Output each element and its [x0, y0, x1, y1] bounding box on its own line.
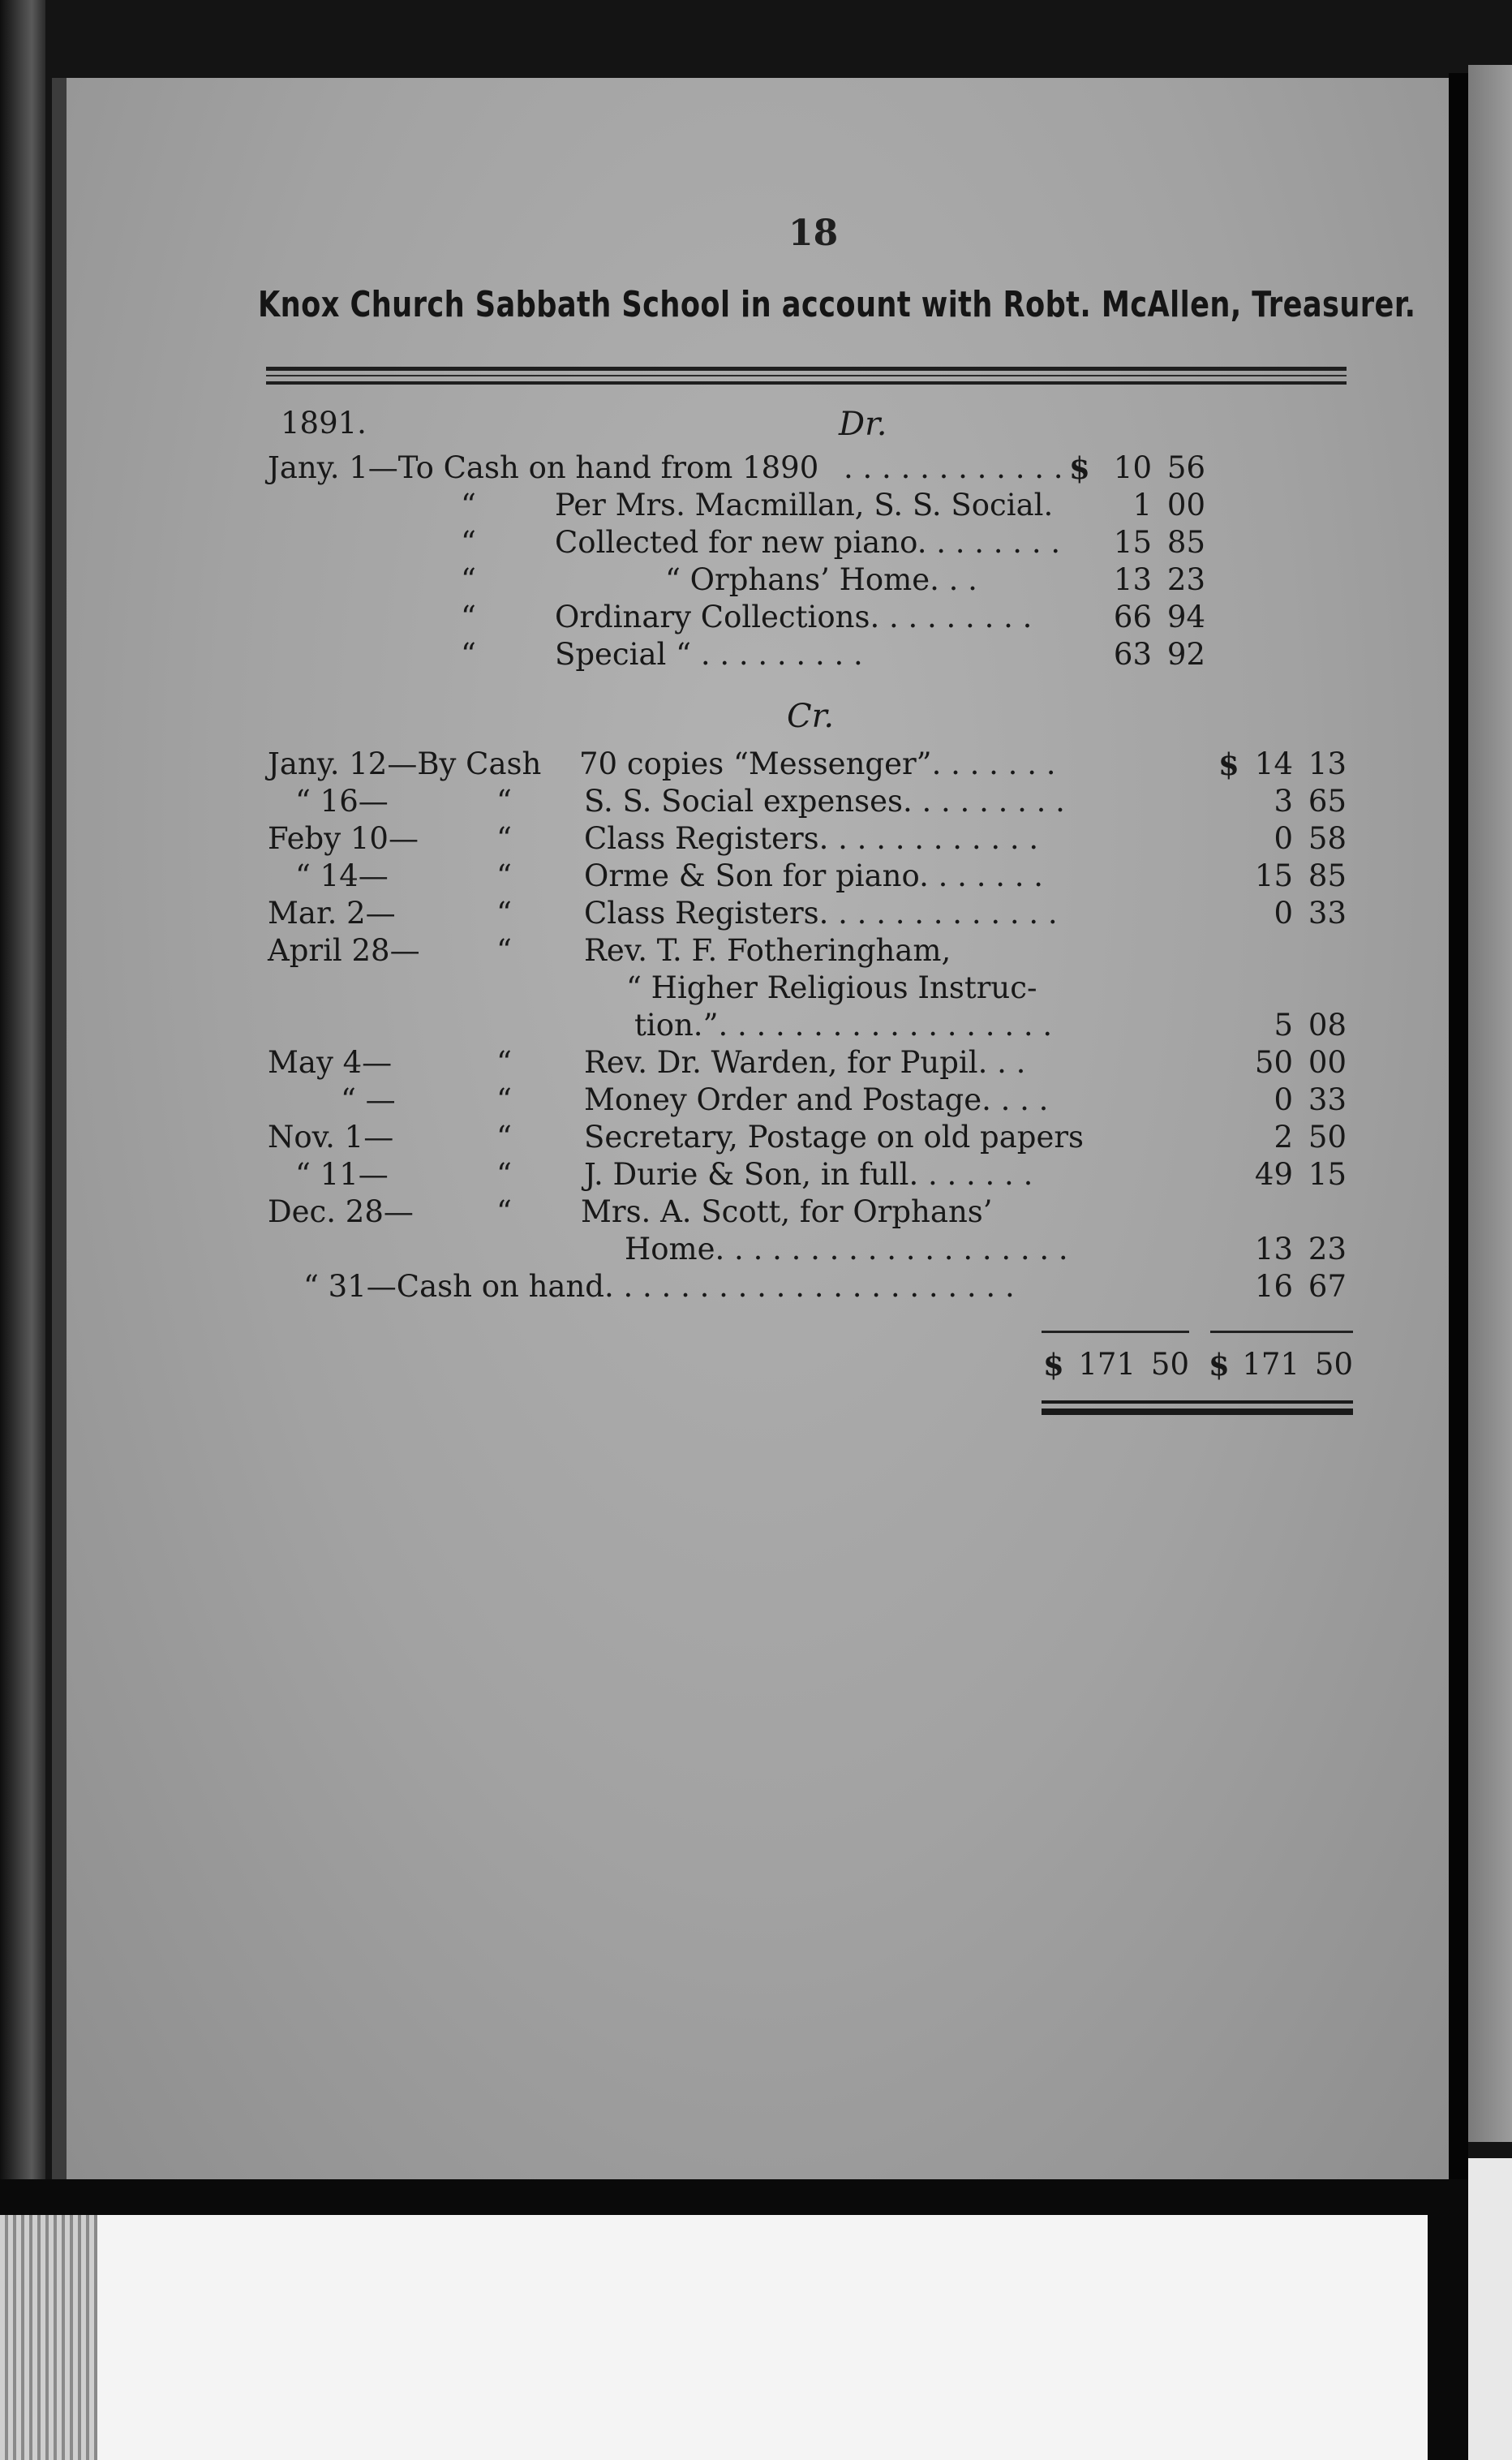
credit-row-dollars: 14: [1254, 746, 1293, 781]
credit-total-cents: 50: [1314, 1347, 1353, 1382]
credit-row-desc: S. S. Social expenses. . . . . . . . .: [584, 784, 1065, 819]
debit-row-leader: . . . . . . . . . . . .: [844, 450, 1063, 485]
credit-row-desc: 70 copies “Messenger”. . . . . . .: [579, 746, 1056, 781]
credit-row-cents: 23: [1308, 1232, 1347, 1267]
credit-row-dollars: 2: [1274, 1120, 1293, 1155]
credit-row-date: “ —: [341, 1082, 396, 1117]
page-title: Knox Church Sabbath School in account with Robt. McAllen, Treasurer.: [258, 284, 1416, 325]
credit-row-mark: “: [496, 1045, 512, 1080]
page-number: 18: [788, 213, 839, 254]
debit-row-cents: 94: [1166, 600, 1205, 634]
debit-row-desc: “ Orphans’ Home. . .: [665, 562, 977, 597]
debit-row-desc: Ordinary Collections. . . . . . . . .: [555, 600, 1033, 634]
credit-row-dollars: 5: [1274, 1008, 1293, 1043]
credit-row-cents: 67: [1308, 1269, 1347, 1304]
credit-row-date: Mar. 2—: [268, 896, 396, 931]
credit-row-desc: Rev. T. F. Fotheringham,: [584, 933, 951, 968]
credit-row-desc: Rev. Dr. Warden, for Pupil. . .: [584, 1045, 1026, 1080]
credit-row-mark: “: [496, 896, 512, 931]
debit-row-dollars: 15: [1113, 525, 1152, 560]
credit-row-mark: “: [496, 1120, 512, 1155]
credit-row-desc: Mrs. A. Scott, for Orphans’: [581, 1194, 993, 1229]
credit-row-mark: “: [496, 1082, 512, 1117]
credit-row-desc: tion.”. . . . . . . . . . . . . . . . . .: [634, 1008, 1053, 1043]
debit-row-mark: “: [461, 488, 476, 523]
debit-total-dollar-sign: $: [1043, 1347, 1064, 1383]
credit-row-date: Feby 10—: [268, 821, 419, 856]
credit-heading: Cr.: [787, 698, 835, 735]
credit-row-date: May 4—: [268, 1045, 393, 1080]
credit-row-mark: “: [496, 784, 512, 819]
debit-row-cents: 56: [1166, 450, 1205, 485]
debit-row-desc: Per Mrs. Macmillan, S. S. Social.: [555, 488, 1054, 523]
credit-row-mark: “: [496, 933, 512, 968]
credit-row-mark: “: [496, 1157, 512, 1192]
credit-total-dollars: 171: [1242, 1347, 1299, 1382]
credit-row-dollars: 13: [1254, 1232, 1293, 1267]
credit-row-cents: 50: [1308, 1120, 1347, 1155]
debit-row-dollars: 63: [1113, 637, 1152, 672]
debit-row-mark: “: [461, 600, 476, 634]
credit-row-desc: Money Order and Postage. . . .: [584, 1082, 1049, 1117]
credit-row-date: “ 16—: [295, 784, 389, 819]
debit-sum-rule: [1042, 1331, 1189, 1333]
credit-row-dollars: 15: [1254, 858, 1293, 893]
next-page-edge: [1468, 65, 1512, 2142]
credit-row-date: Jany. 12—By Cash: [268, 746, 542, 781]
debit-total-cents: 50: [1150, 1347, 1189, 1382]
page-stack-edge: [0, 2215, 97, 2460]
total-double-rule-heavy: [1042, 1408, 1353, 1415]
credit-row-date: Dec. 28—: [268, 1194, 414, 1229]
credit-dollar-sign: $: [1218, 746, 1239, 782]
debit-dollar-sign: $: [1069, 450, 1090, 486]
credit-row-desc: Home. . . . . . . . . . . . . . . . . . .: [625, 1232, 1068, 1267]
debit-row-dollars: 1: [1132, 488, 1152, 523]
debit-row-cents: 85: [1166, 525, 1205, 560]
credit-row-desc: Secretary, Postage on old papers: [584, 1120, 1085, 1155]
debit-row-cents: 00: [1166, 488, 1205, 523]
debit-row-cents: 23: [1166, 562, 1205, 597]
credit-row-dollars: 3: [1274, 784, 1293, 819]
credit-row-date: Nov. 1—: [268, 1120, 394, 1155]
debit-row-mark: “: [461, 525, 476, 560]
credit-row-desc: J. Durie & Son, in full. . . . . . .: [584, 1157, 1033, 1192]
credit-row-dollars: 16: [1254, 1269, 1293, 1304]
total-double-rule: [1042, 1400, 1353, 1404]
debit-row-mark: “: [461, 637, 476, 672]
credit-row-desc: Class Registers. . . . . . . . . . . . .: [584, 896, 1058, 931]
debit-row-desc: Collected for new piano. . . . . . . .: [555, 525, 1061, 560]
credit-row-dollars: 0: [1274, 1082, 1293, 1117]
credit-row-cents: 13: [1308, 746, 1347, 781]
bottom-margin: [97, 2215, 1428, 2460]
year-label: 1891.: [281, 406, 367, 441]
title-rule-thin: [266, 375, 1347, 376]
credit-row-date: “ 31—Cash on hand. . . . . . . . . . . . . . . . . . . . . .: [303, 1269, 1015, 1304]
credit-total-dollar-sign: $: [1209, 1347, 1230, 1383]
title-rule: [266, 367, 1347, 371]
debit-row-mark: “: [461, 562, 476, 597]
credit-row-mark: “: [496, 858, 512, 893]
credit-row-desc: Class Registers. . . . . . . . . . . .: [584, 821, 1039, 856]
credit-row-dollars: 0: [1274, 821, 1293, 856]
credit-row-dollars: 49: [1254, 1157, 1293, 1192]
credit-row-date: “ 14—: [295, 858, 389, 893]
credit-row-cents: 15: [1308, 1157, 1347, 1192]
debit-row-dollars: 66: [1113, 600, 1152, 634]
book-spine: [0, 0, 45, 2207]
credit-row-desc: Orme & Son for piano. . . . . . .: [584, 858, 1044, 893]
credit-row-dollars: 50: [1254, 1045, 1293, 1080]
page-gutter: [1449, 73, 1468, 2264]
credit-row-date: April 28—: [268, 933, 420, 968]
credit-row-mark: “: [496, 821, 512, 856]
credit-row-cents: 58: [1308, 821, 1347, 856]
debit-row-dollars: 13: [1113, 562, 1152, 597]
debit-row-cents: 92: [1166, 637, 1205, 672]
credit-row-cents: 33: [1308, 1082, 1347, 1117]
debit-heading: Dr.: [839, 406, 887, 443]
debit-row-dollars: 10: [1113, 450, 1152, 485]
credit-row-mark: “: [496, 1194, 512, 1229]
credit-sum-rule: [1210, 1331, 1353, 1333]
debit-row-desc: Special “ . . . . . . . . .: [555, 637, 863, 672]
credit-row-cents: 85: [1308, 858, 1347, 893]
credit-row-cents: 08: [1308, 1008, 1347, 1043]
credit-row-cents: 33: [1308, 896, 1347, 931]
title-rule-bottom: [266, 381, 1347, 385]
credit-row-desc: “ Higher Religious Instruc-: [626, 970, 1037, 1005]
bottom-right-margin: [1468, 2158, 1512, 2460]
credit-row-cents: 65: [1308, 784, 1347, 819]
credit-row-cents: 00: [1308, 1045, 1347, 1080]
credit-row-date: “ 11—: [295, 1157, 389, 1192]
credit-row-dollars: 0: [1274, 896, 1293, 931]
debit-row-date: Jany. 1—To Cash on hand from 1890: [268, 450, 819, 485]
debit-total-dollars: 171: [1078, 1347, 1136, 1382]
